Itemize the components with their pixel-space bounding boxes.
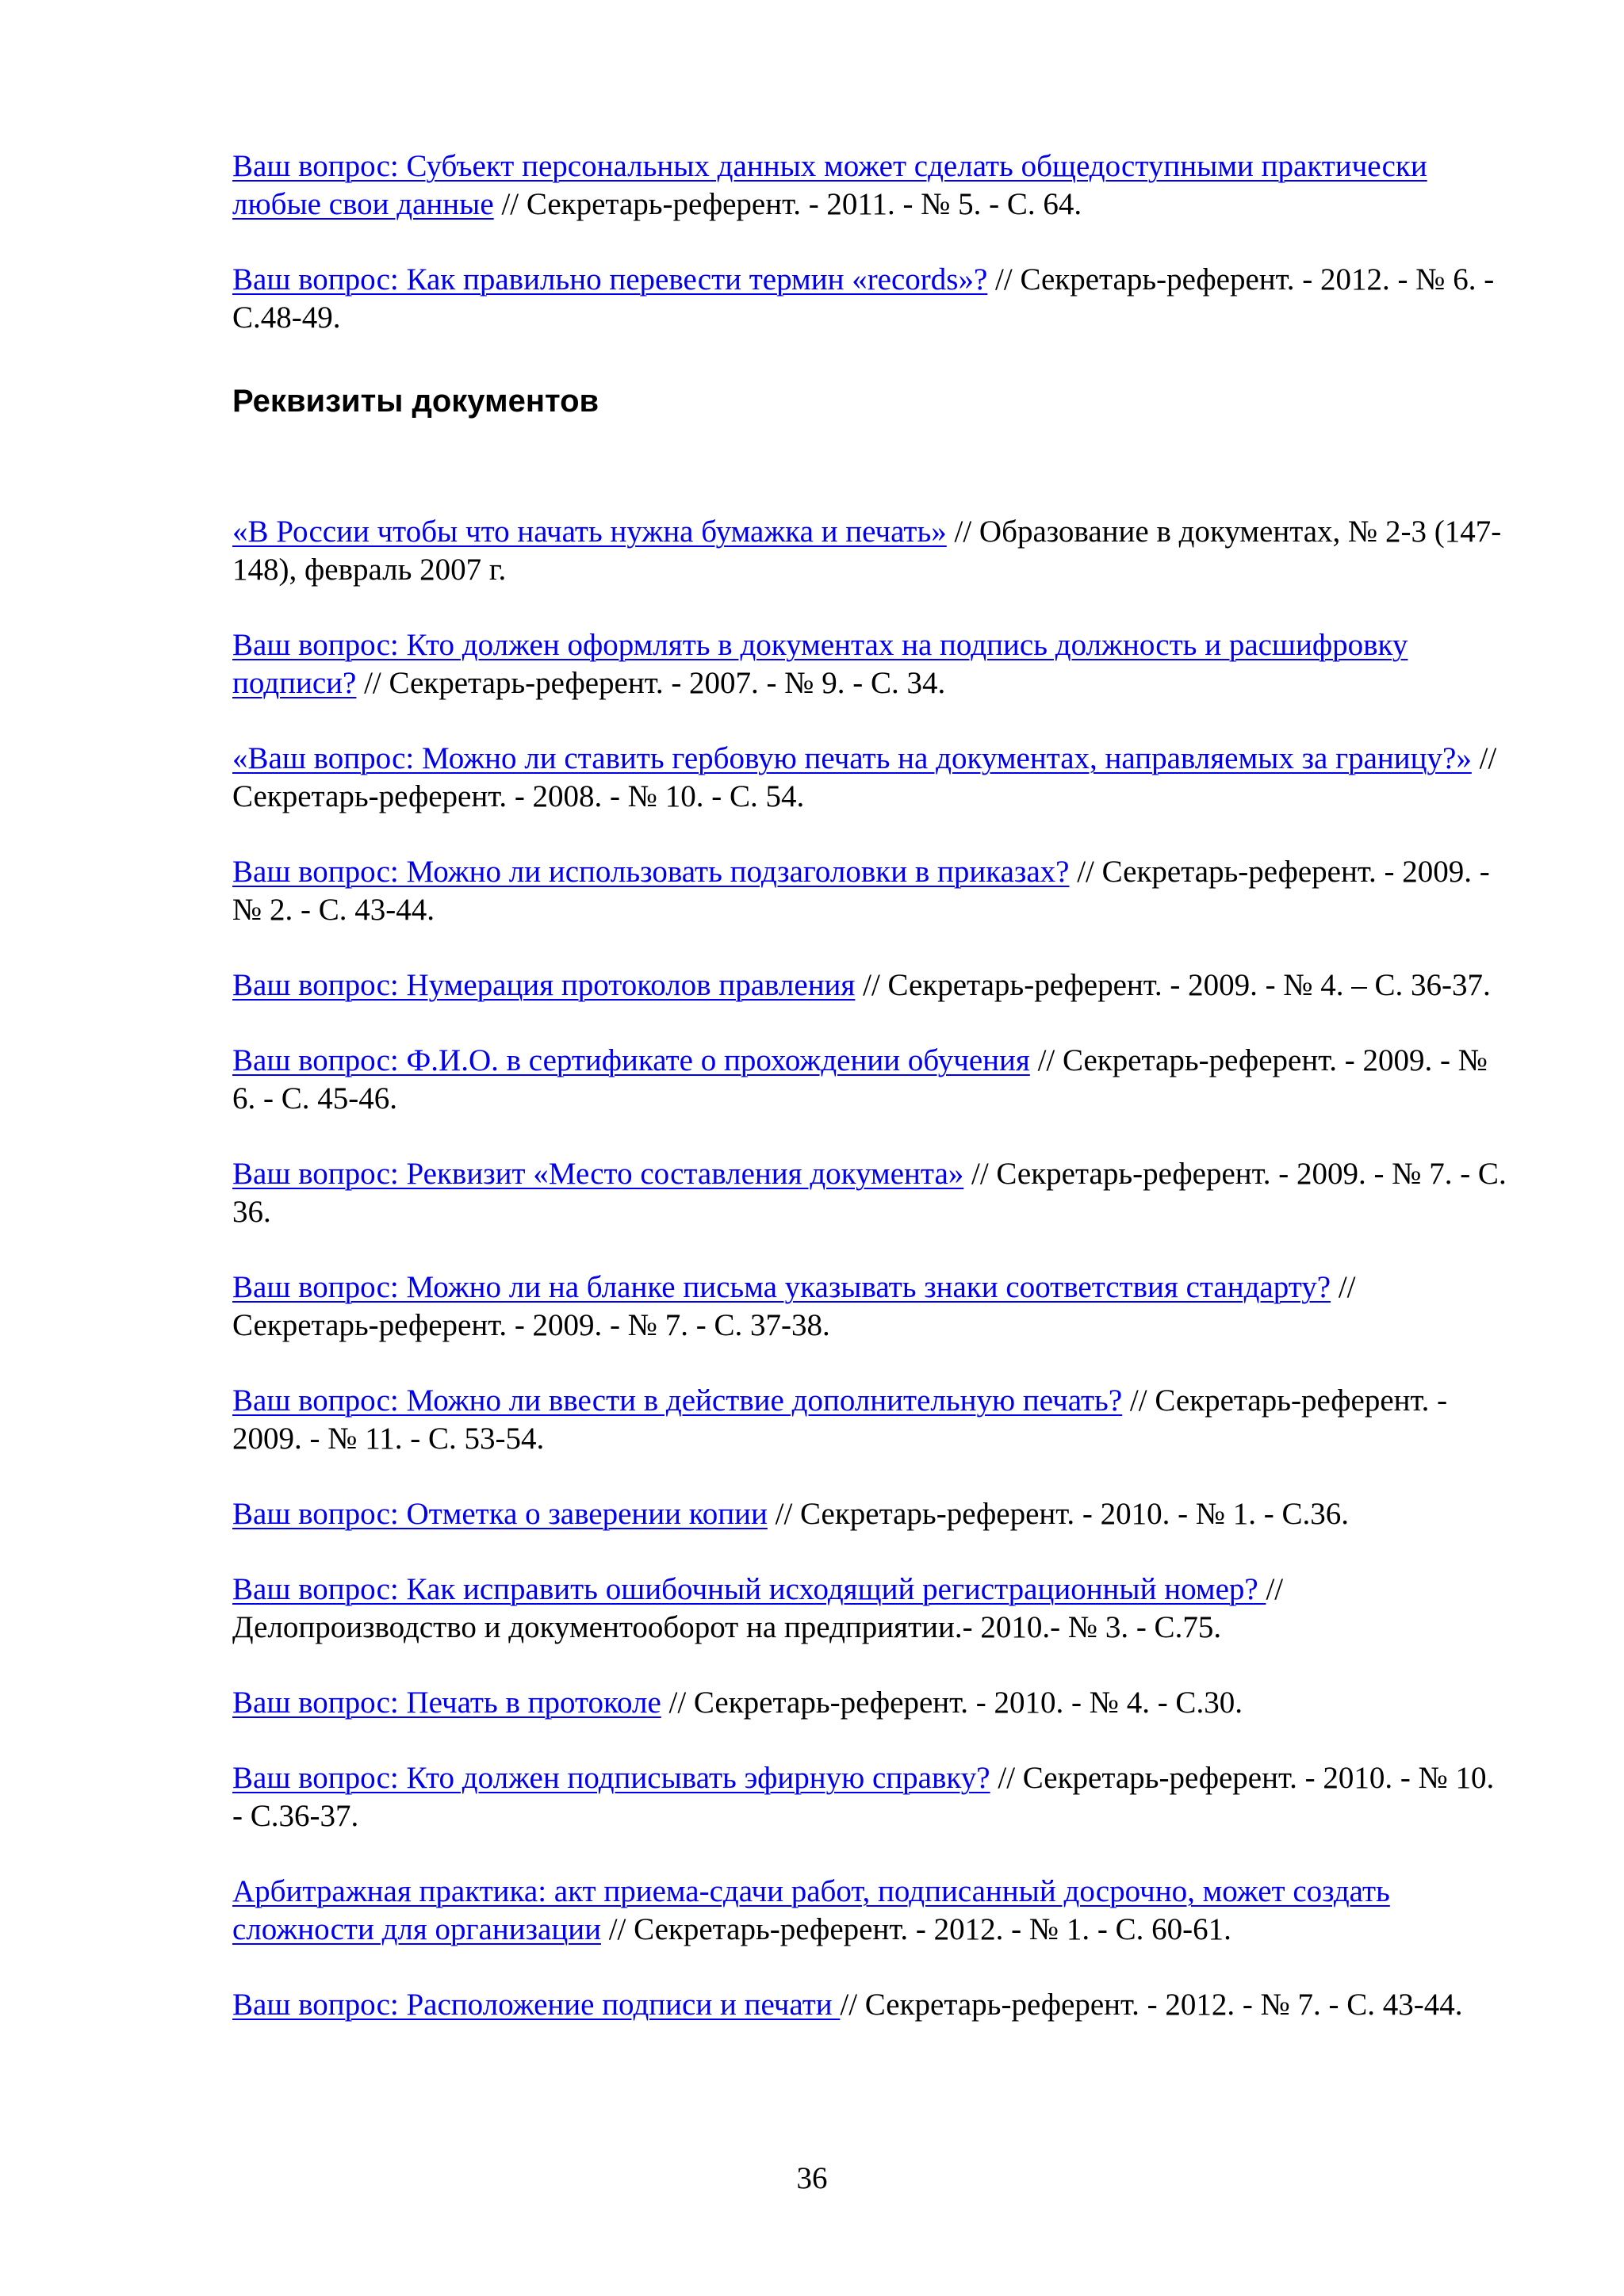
article-link[interactable]: Ваш вопрос: Печать в протоколе [232, 1686, 661, 1720]
citation-source: // Секретарь-референт. - 2009. - № 7. - С. 37-38. [232, 1270, 1356, 1342]
citation-source: // Секретарь-референт. - 2009. - № 6. - С. 45-46. [232, 1043, 1488, 1115]
bibliography-entry [232, 1571, 1509, 1647]
citation-source: // Образование в документах, № 2-3 (147-148), февраль 2007 г. [232, 515, 1502, 587]
page-number: 36 [796, 2161, 828, 2195]
bibliography-entry [232, 1495, 1509, 1533]
bibliography-entry [232, 966, 1509, 1004]
bibliography-entry [232, 1042, 1509, 1118]
article-link[interactable]: Ваш вопрос: Кто должен оформлять в документах на подпись должность и расшифровку подписи? [232, 628, 1408, 700]
bibliography-entry [232, 740, 1509, 816]
article-link[interactable]: Арбитражная практика: акт приема-сдачи работ, подписанный досрочно, может создать сложности для организации [232, 1874, 1390, 1946]
article-link[interactable]: Ваш вопрос: Нумерация протоколов правления [232, 968, 856, 1002]
article-link[interactable]: Ваш вопрос: Можно ли использовать подзаголовки в приказах? [232, 855, 1070, 889]
article-link[interactable]: Ваш вопрос: Как исправить ошибочный исходящий регистрационный номер? [232, 1572, 1266, 1606]
bibliography-entry [232, 626, 1509, 702]
bibliography-entry [232, 1382, 1509, 1458]
article-link[interactable]: «В России чтобы что начать нужна бумажка и печать» [232, 515, 947, 549]
citation-source: // Делопроизводство и документооборот на предприятии.- 2010.- № 3. - С.75. [232, 1572, 1284, 1644]
bibliography-entry [232, 147, 1509, 224]
article-link[interactable]: Ваш вопрос: Можно ли на бланке письма указывать знаки соответствия стандарту? [232, 1270, 1331, 1304]
citation-source: // Секретарь-референт. - 2009. - № 11. - С. 53-54. [232, 1383, 1448, 1456]
article-link[interactable]: «Ваш вопрос: Можно ли ставить гербовую печать на документах, направляемых за границу?» [232, 741, 1472, 775]
citation-source: // Секретарь-референт. - 2008. - № 10. - С. 54. [232, 741, 1497, 813]
citation-source: // Секретарь-референт. - 2010. - № 10. - С.36-37. [232, 1761, 1495, 1833]
citation-source: // Секретарь-референт. - 2011. - № 5. - С. 64. [493, 187, 1082, 221]
bibliography-entry [232, 1759, 1509, 1835]
article-link[interactable]: Ваш вопрос: Как правильно перевести термин «records»? [232, 262, 988, 297]
bibliography-entry [232, 1684, 1509, 1722]
article-link[interactable]: Ваш вопрос: Расположение подписи и печати [232, 1988, 841, 2022]
article-link[interactable]: Ваш вопрос: Отметка о заверении копии [232, 1497, 768, 1531]
citation-source: // Секретарь-референт. - 2012. - № 7. - С. 43-44. [840, 1988, 1463, 2022]
bibliography-entry [232, 513, 1509, 589]
document-body [232, 147, 1509, 2061]
citation-source: // Секретарь-референт. - 2009. - № 2. - С. 43-44. [232, 855, 1490, 927]
bibliography-entry [232, 1269, 1509, 1345]
citation-source: // Секретарь-референт. - 2012. - № 1. - С. 60-61. [600, 1912, 1231, 1946]
article-link[interactable]: Ваш вопрос: Можно ли ввести в действие дополнительную печать? [232, 1383, 1123, 1418]
citation-source: // Секретарь-референт. - 2012. - № 6. - С.48-49. [232, 262, 1495, 335]
citation-source: // Секретарь-референт. - 2010. - № 1. - С.36. [767, 1497, 1350, 1531]
citation-source: // Секретарь-референт. - 2007. - № 9. - С. 34. [356, 666, 946, 700]
article-link[interactable]: Ваш вопрос: Реквизит «Место составления документа» [232, 1157, 964, 1191]
bibliography-entry [232, 1155, 1509, 1231]
citation-source: // Секретарь-референт. - 2010. - № 4. - С.30. [661, 1686, 1243, 1720]
article-link[interactable]: Ваш вопрос: Кто должен подписывать эфирную справку? [232, 1761, 990, 1795]
article-link[interactable]: Ваш вопрос: Субъект персональных данных может сделать общедоступными практически любые свои данные [232, 149, 1427, 221]
citation-source: // Секретарь-референт. - 2009. - № 7. - С. 36. [232, 1157, 1507, 1229]
bibliography-entry [232, 1986, 1509, 2024]
section-heading: Реквизиты документов [232, 384, 599, 419]
article-link[interactable]: Ваш вопрос: Ф.И.О. в сертификате о прохождении обучения [232, 1043, 1030, 1077]
bibliography-entry [232, 261, 1509, 337]
bibliography-entry [232, 1873, 1509, 1949]
bibliography-entry [232, 853, 1509, 929]
citation-source: // Секретарь-референт. - 2009. - № 4. – С. 36-37. [855, 968, 1491, 1002]
